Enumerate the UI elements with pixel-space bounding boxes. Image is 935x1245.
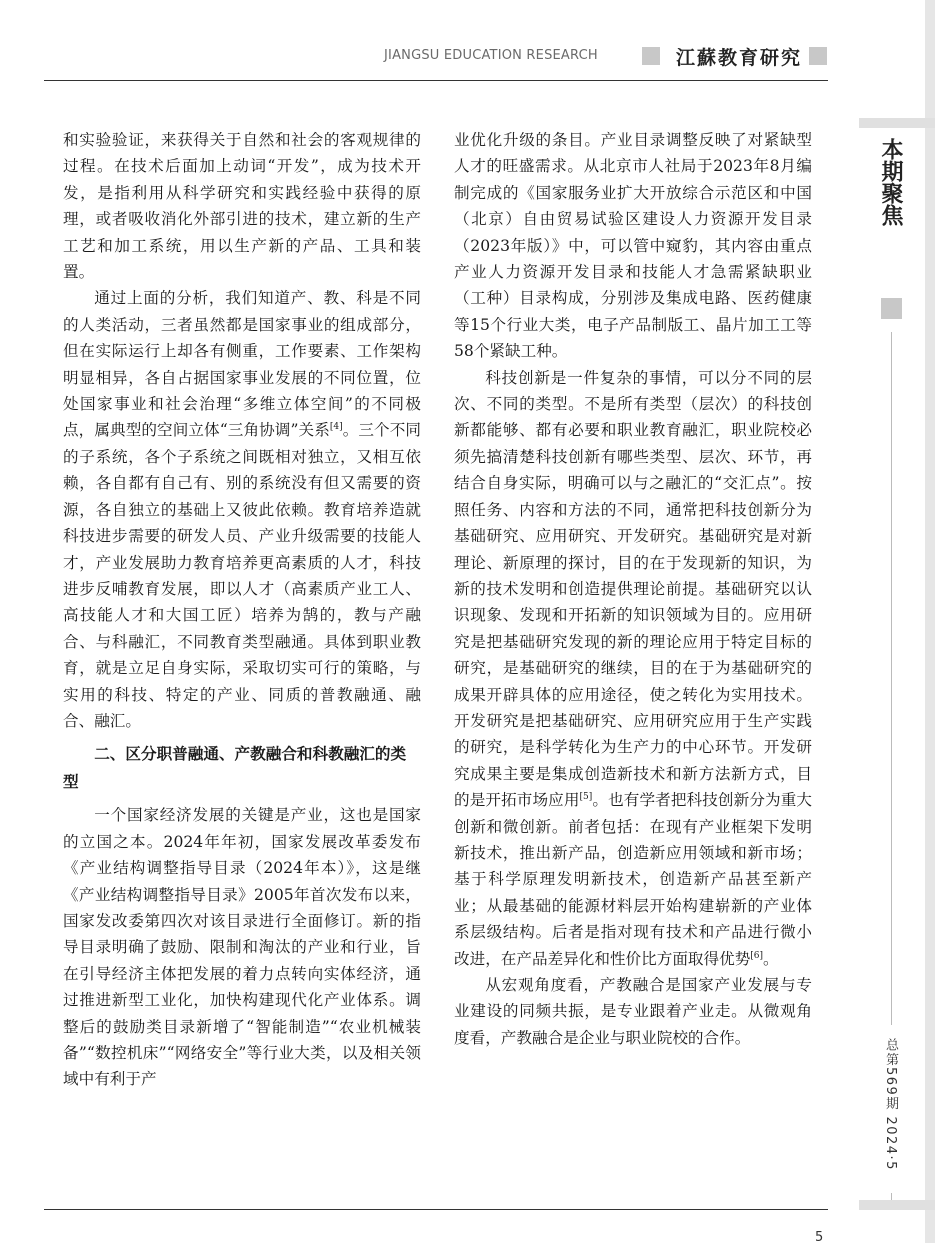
section-heading: 二、区分职普融通、产教融合和科教融汇的类型 — [63, 745, 407, 792]
paragraph-continued: 和实验验证，来获得关于自然和社会的客观规律的过程。在技术后面加上动词“开发”，成为技术开发，是指利用从科学研究和实践经验中获得的原理，或者吸收消化外部引进的技术，建立新的生产工艺和加工系统，用以生产新的产品、工具和装置。 — [63, 131, 421, 282]
page-edge-strip — [925, 0, 935, 1243]
journal-chinese-title: 江蘇教育研究 — [676, 47, 803, 69]
text-run: 。也有学者把科技创新分为重大创新和微创新。前者包括：在现有产业框架下发明新技术，推出新产品，创造新应用领域和新市场；基于科学原理发明新技术，创造新产品甚至新产业；从最基础的能源材料层开始构建崭新的产业体系层级结构。后者是指对现有技术和产品进行微小改进，在产品差异化和性价比方面取得优势 — [454, 791, 812, 968]
page-number: 5 — [815, 1230, 824, 1245]
issue-info: 总第569期 2024·5 — [883, 1038, 898, 1171]
header-square-right — [809, 47, 827, 65]
section-focus-label: 本期聚焦 — [878, 138, 904, 226]
paragraph: 一个国家经济发展的关键是产业，这也是国家的立国之本。2024年年初，国家发展改革委发布《产业结构调整指导目录（2024年本）》，这是继《产业结构调整指导目录》2005年首次发布以来，国家发改委第四次对该目录进行全面修订。新的指导目录明确了鼓励、限制和淘汰的产业和行业，旨在引导经济主体把发展的着力点转向实体经济，通过推进新型工业化，加快构建现代化产业体系。调整后的鼓励类目录新增了“智能制造”“农业机械装备”“数控机床”“网络安全”等行业大类，以及相关领域中有利于产 — [63, 806, 421, 1089]
left-column — [63, 127, 421, 1093]
text-run: 科技创新是一件复杂的事情，可以分不同的层次、不同的类型。不是所有类型（层次）的科技创新都能够、都有必要和职业教育融汇，职业院校必须先搞清楚科技创新有哪些类型、层次、环节，再结合自身实际，明确可以与之融汇的“交汇点”。按照任务、内容和方法的不同，通常把科技创新分为基础研究、应用研究、开发研究。基础研究是对新理论、新原理的探讨，目的在于发现新的知识，为新的技术发明和创造提供理论前提。基础研究以认识现象、发现和开拓新的知识领域为目的。应用研究是把基础研究发现的新的理论应用于特定目标的研究，是基础研究的继续，目的在于为基础研究的成果开辟具体的应用途径，使之转化为实用技术。开发研究是把基础研究、应用研究应用于生产实践的研究，是科学转化为生产力的中心环节。开发研究成果主要是集成创造新技术和新方法新方式，目的是开拓市场应用 — [454, 368, 812, 810]
citation-ref: [5] — [579, 791, 593, 802]
paragraph — [454, 365, 812, 972]
side-vertical-rule — [891, 332, 892, 1025]
text-run: 。 — [763, 949, 779, 968]
text-run: 通过上面的分析，我们知道产、教、科是不同的人类活动，三者虽然都是国家事业的组成部分，但在实际运行上却各有侧重，工作要素、工作架构明显相异，各自占据国家事业发展的不同位置，位处国家事业和社会治理“多维立体空间”的不同极点，属典型的空间立体“三角协调”关系 — [63, 289, 421, 440]
journal-english-title: JIANGSU EDUCATION RESEARCH — [384, 48, 598, 63]
right-column — [454, 127, 812, 1051]
header-rule — [44, 80, 828, 81]
header-square-left — [642, 47, 660, 65]
paragraph: 从宏观角度看，产教融合是国家产业发展与专业建设的同频共振，是专业跟着产业走。从微观角度看，产教融合是企业与职业院校的合作。 — [454, 976, 812, 1047]
footer-rule — [44, 1209, 828, 1210]
paragraph-continued: 业优化升级的条目。产业目录调整反映了对紧缺型人才的旺盛需求。从北京市人社局于2023年8月编制完成的《国家服务业扩大开放综合示范区和中国（北京）自由贸易试验区建设人力资源开发目录（2023年版）》中，可以管中窥豹，其内容由重点产业人力资源开发目录和技能人才急需紧缺职业（工种）目录构成，分别涉及集成电路、医药健康等15个行业大类，电子产品制版工、晶片加工工等58个紧缺工种。 — [454, 131, 812, 361]
side-tab-bottom-bar — [859, 1200, 935, 1210]
side-tab-top-bar — [859, 118, 935, 128]
citation-ref: [6] — [750, 950, 764, 961]
citation-ref: [4] — [329, 422, 343, 433]
paragraph — [63, 285, 421, 734]
text-run: 。三个不同的子系统，各个子系统之间既相对独立，又相互依赖，各自都有自己有、别的系统没有但又需要的资源，各自独立的基础上又彼此依赖。教育培养造就科技进步需要的研发人员、产业升级需要的技能人才，产业发展助力教育培养更高素质的人才，科技进步反哺教育发展，即以人才（高素质产业工人、高技能人才和大国工匠）培养为鹄的，教与产融合、与科融汇，不同教育类型融通。具体到职业教育，就是立足自身实际，采取切实可行的策略，与实用的科技、特定的产业、同质的普教融通、融合、融汇。 — [63, 421, 421, 730]
side-square — [881, 298, 902, 319]
